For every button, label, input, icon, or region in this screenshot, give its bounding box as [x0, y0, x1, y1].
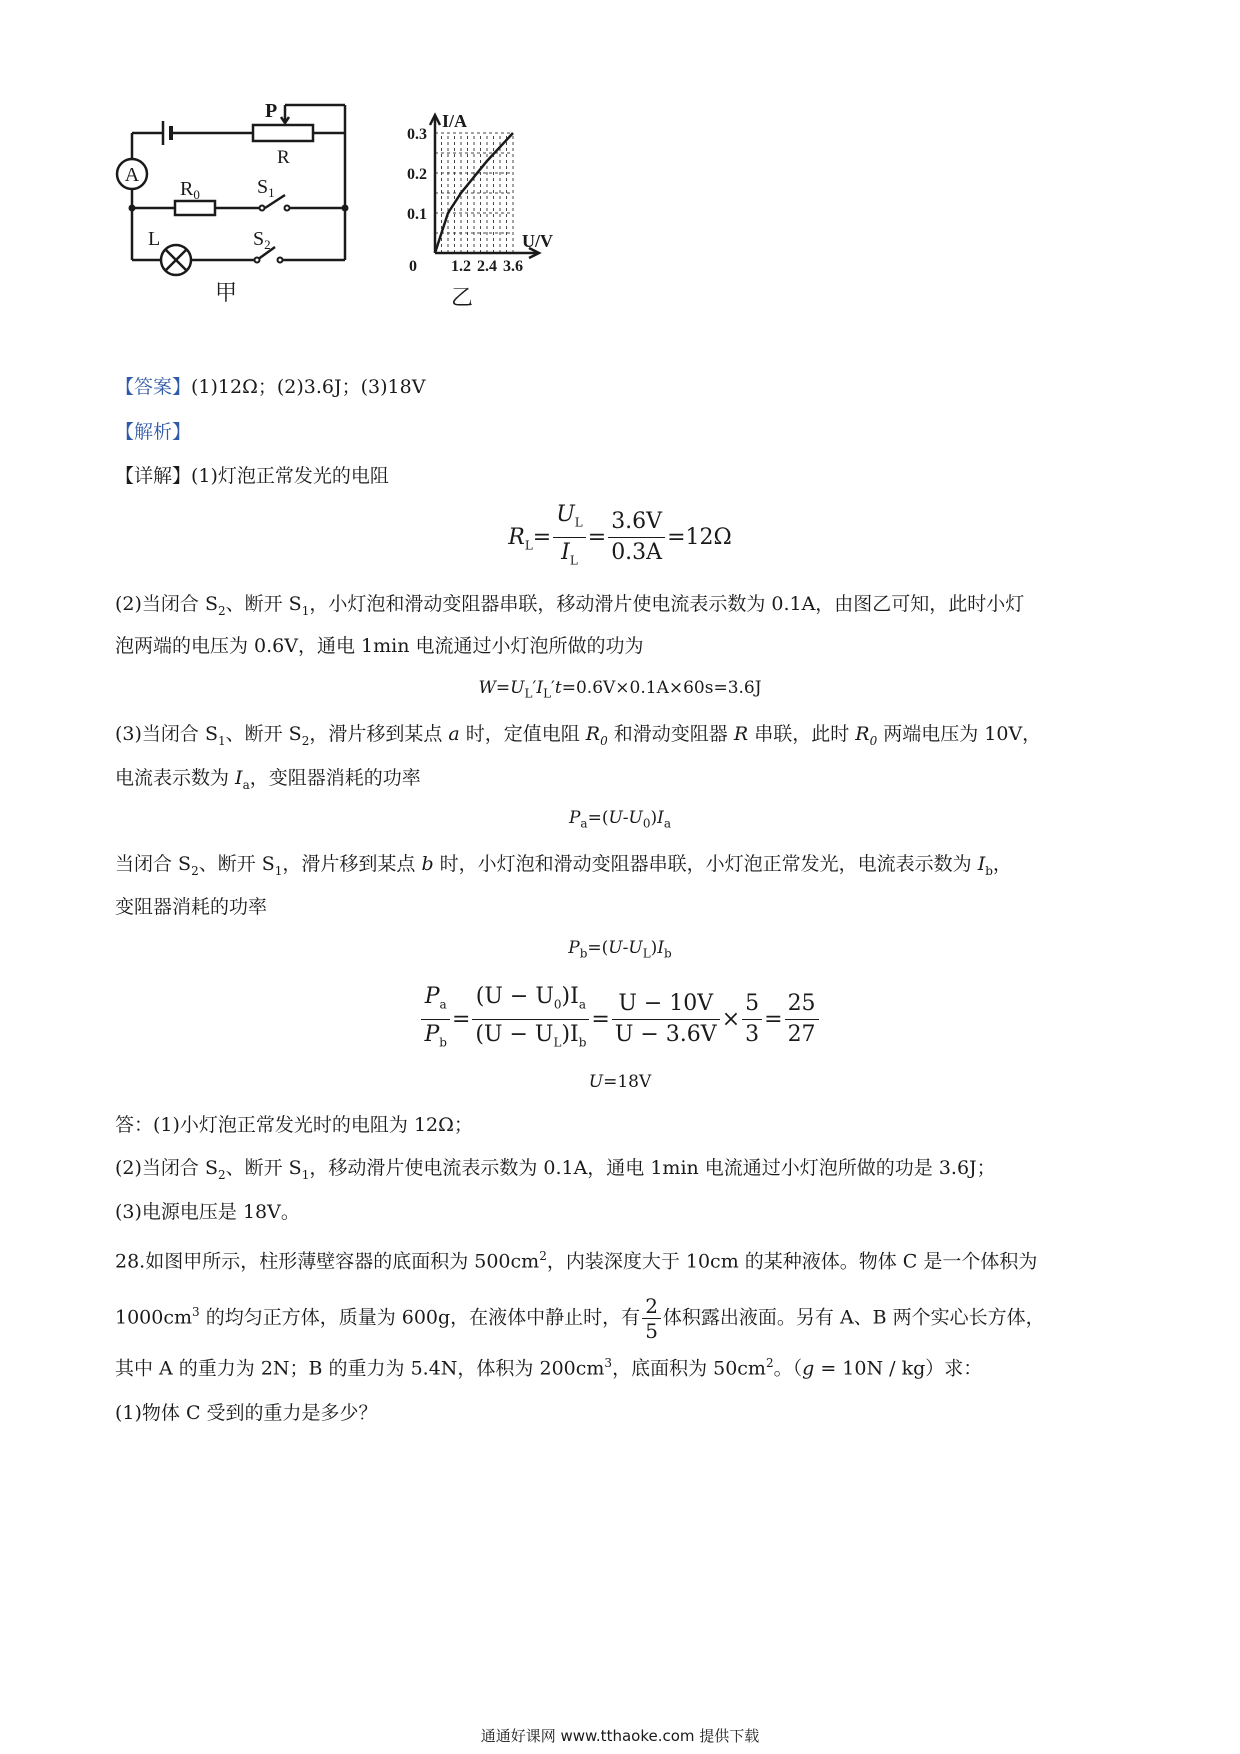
conclusion-line3: (3)电源电压是 18V。 [115, 1201, 300, 1223]
equation-u: U=18V [588, 1072, 652, 1092]
slider-label: P [265, 100, 278, 122]
circuit-caption: 甲 [215, 280, 238, 305]
answer-tag: 【答案】 [115, 376, 192, 398]
equation-ratio: $\frac{P_a}{P_b}$ = $\frac{(U - U_0)I_a}{(U - U_L)I_b}$ = $\frac{U - 10V}{U - 3.6V}$ × $\frac{5}{3}$ = $\frac{25}{27}$ [0, 982, 1240, 1058]
answer-text: (1)12Ω；(2)3.6J；(3)18V [191, 376, 426, 398]
part3-line1: (3)当闭合 $S_1$、断开 $S_2$，滑片移到某点 a 时，定值电阻 $R_0$ 和滑动变阻器 R 串联，此时 $R_0$ 两端电压为 10V， [115, 723, 1042, 748]
y-axis-label: I/A [442, 111, 468, 131]
x-tick-label: 3.6 [503, 258, 523, 275]
r0-label: $R_0$ [180, 178, 200, 202]
iu-graph [405, 105, 615, 345]
part4-line2: 变阻器消耗的功率 [115, 896, 268, 918]
s2-label: $S_2$ [253, 228, 271, 252]
equation-rl: $R_L=$ $\frac{U_L}{I_L}$ = $\frac{3.6V}{0.3A}$ =12Ω [508, 502, 732, 568]
detail-text: (1)灯泡正常发光的电阻 [191, 465, 389, 487]
x-tick-label: 1.2 [451, 258, 471, 275]
x-axis-label: U/V [522, 231, 553, 251]
conclusion-line2: (2)当闭合 $S_2$、断开 $S_1$，移动滑片使电流表示数为 0.1A，通电 1min 电流通过小灯泡所做的功是 3.6J； [115, 1157, 996, 1182]
y-tick-label: 0.1 [407, 206, 427, 223]
part2-line2: 泡两端的电压为 0.6V，通电 1min 电流通过小灯泡所做的功为 [115, 635, 644, 657]
q28-line3: 其中 A 的重力为 2N；B 的重力为 5.4N，体积为 $200cm^3$，底面积为 $50cm^2$。（g = 10N / kg）求： [115, 1356, 983, 1380]
answer-line [115, 374, 425, 400]
s1-label: $S_1$ [257, 176, 275, 200]
y-tick-label: 0.2 [407, 166, 427, 183]
lamp-symbol [161, 245, 191, 275]
detail-tag: 【详解】 [115, 465, 192, 487]
rheostat-label: R [277, 147, 290, 168]
conclusion-line1: 答：(1)小灯泡正常发光时的电阻为 12Ω； [115, 1114, 473, 1136]
q28-line2: $1000cm^3$ 的均匀正方体，质量为 600g，在液体中静止时，有 $\frac{2}{5}$ 体积露出液面。另有 A、B 两个实心长方体， [115, 1294, 1045, 1343]
equation-pa: $P_a=(U-U_0)I_a$ [568, 808, 672, 831]
graph-grid [435, 133, 513, 253]
resistor-r0-symbol [175, 201, 215, 215]
equation-work: $W=U_L'I_L't=0.6V\times 0.1A\times 60s=3.6J$ [478, 678, 762, 701]
part3-line2: 电流表示数为 $I_a$，变阻器消耗的功率 [115, 767, 421, 792]
page-footer: 通通好课网 www.tthaoke.com 提供下载 [480, 1727, 760, 1745]
circuit-diagram [105, 95, 405, 345]
part2-line1: (2)当闭合 $S_2$、断开 $S_1$，小灯泡和滑动变阻器串联，移动滑片使电流表示数为 0.1A，由图乙可知，此时小灯 [115, 593, 1025, 618]
part4-line1: 当闭合 $S_2$、断开 $S_1$，滑片移到某点 b 时，小灯泡和滑动变阻器串联，小灯泡正常发光，电流表示数为 $I_b$， [115, 853, 1012, 878]
analysis-tag: 【解析】 [115, 421, 192, 443]
rheostat-symbol [253, 125, 313, 141]
lamp-label: L [148, 228, 161, 250]
origin-label: 0 [409, 258, 417, 275]
ammeter-label: A [124, 164, 140, 186]
y-tick-label: 0.3 [407, 126, 427, 143]
q28-line1: 28.如图甲所示，柱形薄壁容器的底面积为 $500cm^2$，内装深度大于 10cm 的某种液体。物体 C 是一个体积为 [115, 1249, 1038, 1273]
q28-line4: (1)物体 C 受到的重力是多少？ [115, 1402, 378, 1424]
detail-line [115, 463, 389, 489]
equation-pb: $P_b=(U-U_L)I_b$ [568, 938, 672, 961]
x-tick-label: 2.4 [477, 258, 497, 275]
graph-caption: 乙 [451, 285, 474, 310]
